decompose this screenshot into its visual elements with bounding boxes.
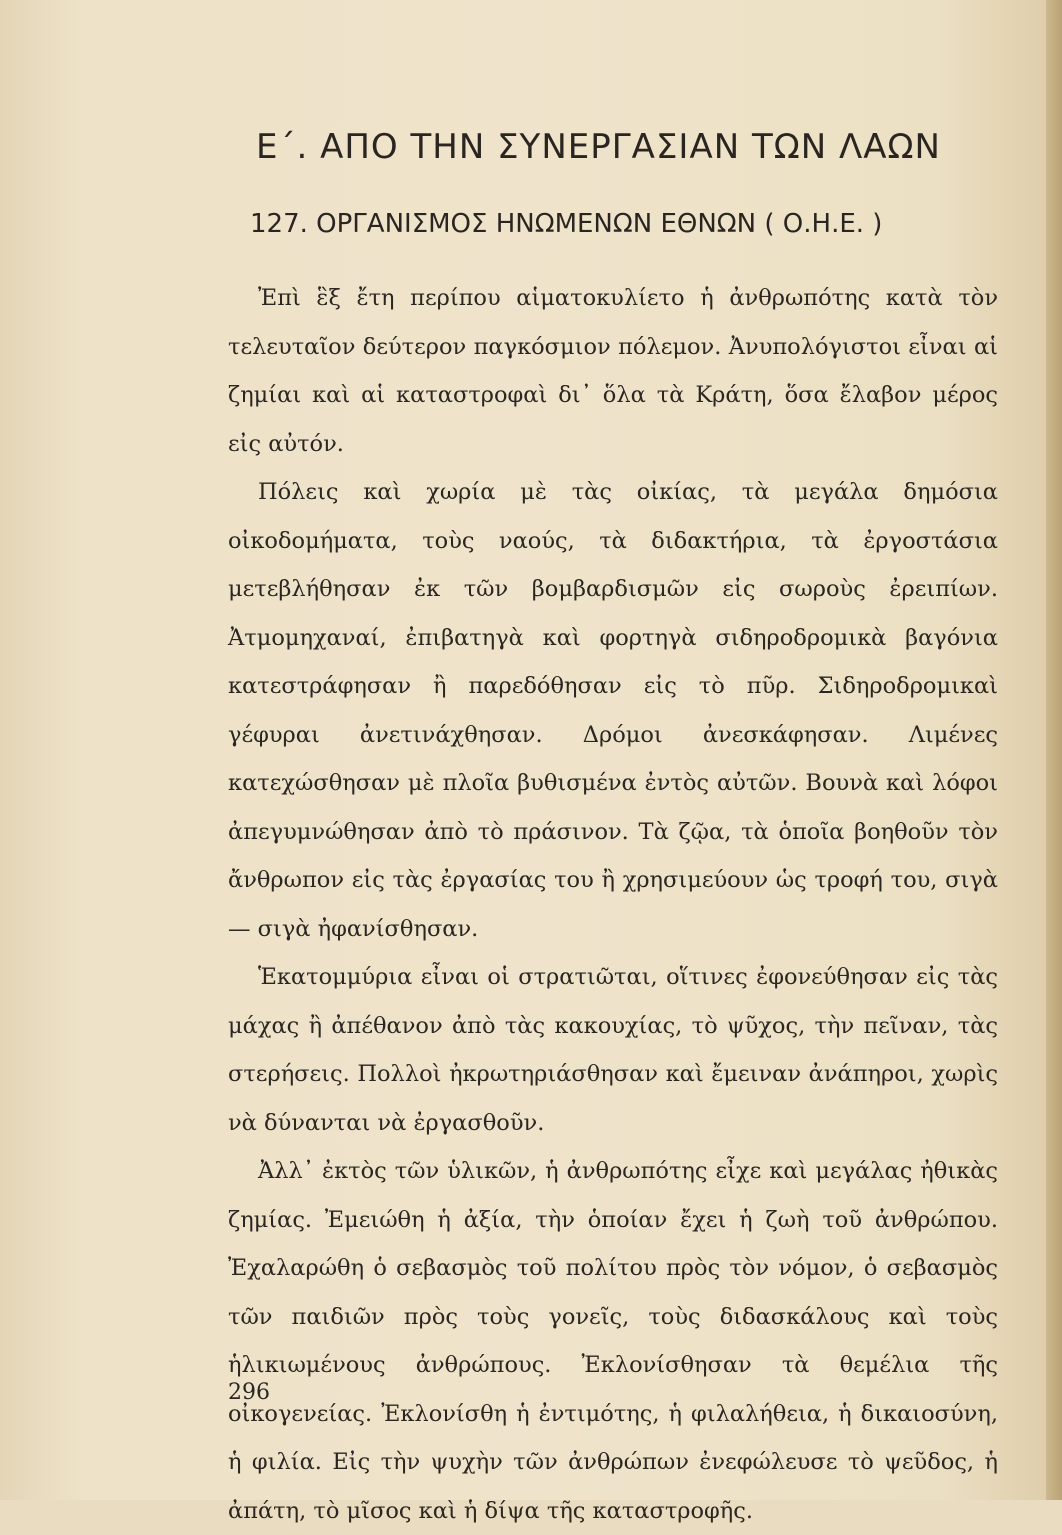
paragraph: Ἐπὶ ἓξ ἔτη περίπου αἱματοκυλίετο ἡ ἀνθρωπότης κατὰ τὸν τελευταῖον δεύτερον παγκόσμιον πόλεμον. Ἀνυπολόγιστοι εἶναι αἱ ζημίαι καὶ αἱ καταστροφαὶ δι᾽ ὅλα τὰ Κράτη, ὅσα ἔλαβον μέρος εἰς αὐτόν. (228, 285, 998, 457)
section-title: Ε΄. ΑΠΟ ΤΗΝ ΣΥΝΕΡΓΑΣΙΑΝ ΤΩΝ ΛΑΩΝ (256, 127, 941, 167)
page-number: 296 (228, 1380, 270, 1405)
subsection-title: 127. ΟΡΓΑΝΙΣΜΟΣ ΗΝΩΜΕΝΩΝ ΕΘΝΩΝ ( Ο.Η.Ε. ) (250, 209, 883, 239)
paragraph: Ἑκατομμύρια εἶναι οἱ στρατιῶται, οἵτινες ἐφονεύθησαν εἰς τὰς μάχας ἢ ἀπέθανον ἀπὸ τὰς κακουχίας, τὸ ψῦχος, τὴν πεῖναν, τὰς στερήσεις. Πολλοὶ ἠκρωτηριάσθησαν καὶ ἔμειναν ἀνάπηροι, χωρὶς νὰ δύνανται νὰ ἐργασθοῦν. (228, 964, 998, 1136)
paragraph: Πόλεις καὶ χωρία μὲ τὰς οἰκίας, τὰ μεγάλα δημόσια οἰκοδομήματα, τοὺς ναούς, τὰ διδακτήρια, τὰ ἐργοστάσια μετεβλήθησαν ἐκ τῶν βομβαρδισμῶν εἰς σωροὺς ἐρειπίων. Ἀτμομηχαναί, ἐπιβατηγὰ καὶ φορτηγὰ σιδηροδρομικὰ βαγόνια κατεστράφησαν ἢ παρεδόθησαν εἰς τὸ πῦρ. Σιδηροδρομικαὶ γέφυραι ἀνετινάχθησαν. Δρόμοι ἀνεσκάφησαν. Λιμένες κατεχώσθησαν μὲ πλοῖα βυθισμένα ἐντὸς αὐτῶν. Βουνὰ καὶ λόφοι ἀπεγυμνώθησαν ἀπὸ τὸ πράσινον. Τὰ ζῷα, τὰ ὁποῖα βοηθοῦν τὸν ἄνθρωπον εἰς τὰς ἐργασίας του ἢ χρησιμεύουν ὡς τροφή του, σιγὰ — σιγὰ ἠφανίσθησαν. (228, 479, 998, 942)
body-text (228, 274, 998, 1535)
paragraph: Ἀλλ᾽ ἐκτὸς τῶν ὑλικῶν, ἡ ἀνθρωπότης εἶχε καὶ μεγάλας ἠθικὰς ζημίας. Ἐμειώθη ἡ ἀξία, τὴν ὁποίαν ἔχει ἡ ζωὴ τοῦ ἀνθρώπου. Ἐχαλαρώθη ὁ σεβασμὸς τοῦ πολίτου πρὸς τὸν νόμον, ὁ σεβασμὸς τῶν παιδιῶν πρὸς τοὺς γονεῖς, τοὺς διδασκάλους καὶ τοὺς ἡλικιωμένους ἀνθρώπους. Ἐκλονίσθησαν τὰ θεμέλια τῆς οἰκογενείας. Ἐκλονίσθη ἡ ἐντιμότης, ἡ φιλαλήθεια, ἡ δικαιοσύνη, ἡ φιλία. Εἰς τὴν ψυχὴν τῶν ἀνθρώπων ἐνεφώλευσε τὸ ψεῦδος, ἡ ἀπάτη, τὸ μῖσος καὶ ἡ δίψα τῆς καταστροφῆς. (228, 1158, 998, 1524)
page-edge (1046, 0, 1062, 1500)
page-content (228, 110, 1028, 1535)
